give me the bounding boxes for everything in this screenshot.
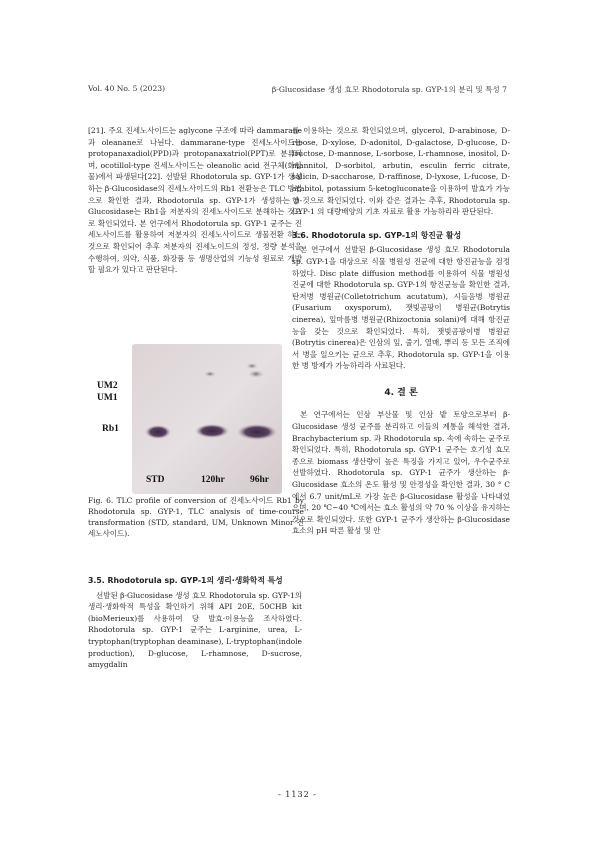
rb1-spot-120hr: [195, 424, 229, 438]
figure-label-96hr: 96hr: [250, 475, 269, 485]
paragraph: 선발된 β-Glucosidase 생성 효모 Rhodotorula sp. GYP-1의 생리·생화학적 특성을 확인하기 위해 API 20E, 50CHB kit (bioMerieux)를 사용하여 당 발효·이용능을 조사하였다. Rhodotorula sp. GYP-1 균주는 L-arginine, urea, L-tryptophan(tryptophan deaminase), L-tryptophan(indole production), D-glucose, L-rhamnose, D-sucrose, amygdalin: [88, 590, 302, 670]
section-title: 3.6. Rhodotorula sp. GYP-1의 항진균 활성: [292, 230, 462, 240]
paragraph: 본 연구에서는 인삼 부산물 및 인삼 밭 토양으로부터 β-Glucosidase 생성 균주를 분리하고 이들의 계통을 해석한 결과, Brachybacterium sp. 과 Rhodotorula sp. 속에 속하는 균주로 확인되었다. 특히, Rhodotorula sp. GYP-1 균주는 호기성 효모 종으로 biomass 생산량이 높은 특징을 가지고 있어, 우수균주로 선발하였다. Rhodotorula sp. GYP-1 균주가 생산하는 β-Glucosidase 효소의 온도 활성 및 안정성을 확인한 결과, 30 ° C에서 6.7 unit/mL로 가장 높은 β-Glucosidase 활성을 나타내었으며, 20 ℃~40 ℃에서는 효소 활성의 약 70 % 이상을 유지하는 것으로 확인되었다. 또한 GYP-1 균주가 생산하는 β-Glucosidase 효소의 pH 따른 활성 및 안: [292, 410, 510, 536]
figure-label-120hr: 120hr: [201, 475, 225, 485]
section-title: 3.5. Rhodotorula sp. GYP-1의 생리·생화학적 특성: [88, 576, 283, 585]
um1-spot-96hr: [248, 370, 264, 378]
section-3-5: [88, 575, 302, 671]
figure-label-um2: UM2: [97, 381, 118, 391]
rb1-spot-std: [145, 425, 171, 439]
page-number: - 1132 -: [278, 790, 317, 799]
running-title: β-Glucosidase 생성 효모 Rhodotorula sp. GYP-1의 분리 및 특성 7: [271, 85, 507, 94]
rb1-spot-96hr: [237, 424, 277, 440]
journal-volume: Vol. 40 No. 5 (2023): [88, 84, 166, 93]
figure-label-std: STD: [146, 475, 165, 485]
paragraph: 를 이용하는 것으로 확인되었으며, glycerol, D-arabinose, D-ribose, D-xylose, D-adonitol, D-galactose, D-glucose, D-fructose, D-mannose, L-sorbose, L-rhamnose, inositol, D-mannitol, D-sorbitol, arbutin, esculin ferric citrate, salicin, D-saccharose, D-raffinose, D-lyxose, L-fucose, D-arabitol, potassium 5-ketogluconate을 이용하여 발효가 가능한 것으로 확인되었다. 이와 같은 결과는 추후, Rhodotorula sp. GYP-1 의 대량배양의 기초 자료로 활용 가능하리라 판단된다.: [292, 126, 510, 217]
tlc-plate-graphic: [132, 344, 282, 494]
paragraph: [21]. 주요 진세노사이드는 aglycone 구조에 따라 dammarane과 oleanane로 나뉜다. dammarane-type 진세노사이드는 protopanaxadiol(PPD)과 protopanaxatriol(PPT)로 분류되며, ocotillol-type 진세노사이드는 oleanolic acid 전구체(화합물)에서 파생된다[22]. 선발된 Rhodotorula sp. GYP-1가 생성하는 β-Glucosidase의 진세노사이드의 Rb1 전환능은 TLC 방법으로 확인한 결과, Rhodotorula sp. GYP-1가 생성하는 β-Glucosidase는 Rb1을 저분자의 진세노사이드로 분해하는 것으로 확인되었다. 본 연구에서 Rhodotorula sp. GYP-1 균주는 진세노사이드를 활용하여 저분자의 진세노사이드로 생물전환 하는 것으로 확인되어 추후 저분자의 진세노이드의 정성, 정량 분석을 수행하여, 의약, 식품, 화장품 등 생명산업의 기능성 원료로 개발할 필요가 있다고 판단된다.: [88, 126, 302, 275]
um2-spot-96hr: [246, 363, 258, 369]
figure-caption: Fig. 6. TLC profile of conversion of 진세노사이드 Rb1 by Rhodotorula sp. GYP-1, TLC analysis of time-course transformation (STD, standard, UM, Unknown Minor 진세노사이드).: [88, 496, 304, 538]
figure-label-um1: UM1: [97, 393, 118, 403]
tlc-plate-image: [132, 344, 282, 494]
paragraph: 본 연구에서 선발된 β-Glucosidase 생성 효모 Rhodotorula sp. GYP-1을 대상으로 식물 병원성 진균에 대한 항진균능을 검정하였다. Disc plate diffusion method를 이용하여 식물 병원성 진균에 대한 Rhodotorula sp. GYP-1의 항진균능을 확인한 결과, 탄저병 병원균(Colletotrichum acutatum), 시들음병 병원균(Fusarium oxysporum), 잿빛곰팡이 병원균(Botrytis cinerea), 잎마름병 병원균(Rhizoctonia solani)에 대해 항진균능을 갖는 것으로 확인되었다. 특히, 잿빛곰팡이병 병원균(Botrytis cinerea)은 인삼의 잎, 줄기, 열매, 뿌리 등 모든 조직에서 병을 일으키는 균으로 추후, Rhodotorula sp. GYP-1을 이용한 병 방제가 가능하리라 사료된다.: [292, 245, 510, 371]
um2-spot-120hr: [204, 371, 216, 377]
right-column: [292, 125, 510, 537]
left-column: [88, 125, 302, 276]
figure-label-rb1: Rb1: [102, 424, 119, 434]
conclusion-title: 4. 결 론: [384, 387, 418, 398]
